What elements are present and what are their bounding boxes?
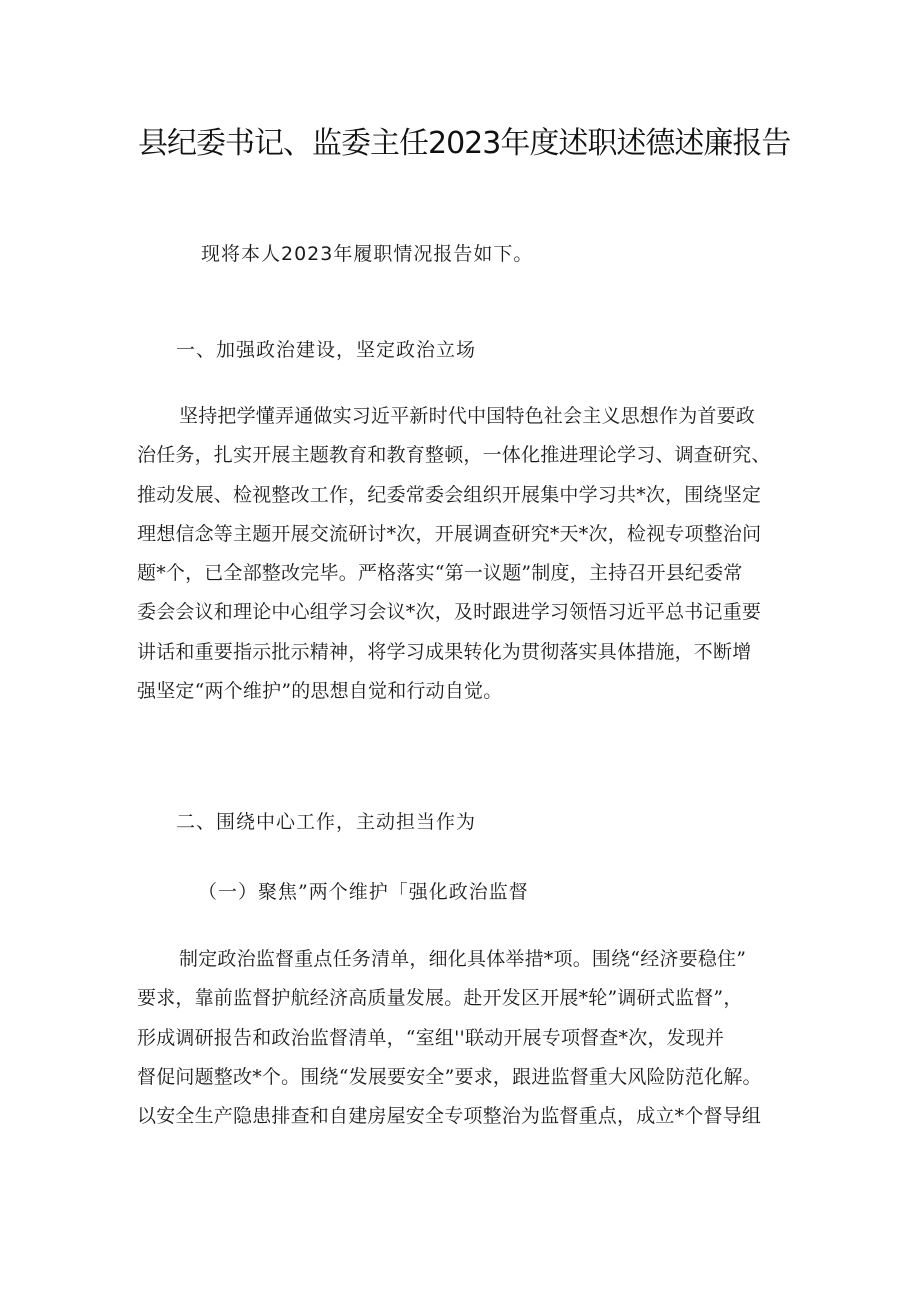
- section-2-paragraph: [137, 940, 793, 1136]
- paragraph-line: 督促问题整改*个。围绕“发展要安全”要求，跟进监督重大风险防范化解。: [137, 1065, 762, 1088]
- paragraph-line: 推动发展、检视整改工作，纪委常委会组织开展集中学习共*次，围绕坚定: [137, 483, 762, 506]
- section-1-heading: 一、加强政治建设，坚定政治立场: [176, 339, 477, 361]
- section-2-heading: 二、围绕中心工作，主动担当作为: [176, 811, 477, 833]
- paragraph-line: 要求，靠前监督护航经济高质量发展。赴开发区开展*轮”调研式监督”，: [137, 987, 743, 1010]
- paragraph-line: 讲话和重要指示批示精神，将学习成果转化为贯彻落实具体措施，不断增: [137, 640, 752, 663]
- paragraph-line: 理想信念等主题开展交流研讨*次，开展调查研究*天*次，检视专项整治问: [137, 522, 762, 545]
- section-2-subheading: （一）聚焦”两个维护「强化政治监督: [198, 881, 529, 903]
- document-title: 县纪委书记、监委主任2023年度述职述德述廉报告: [138, 126, 791, 161]
- paragraph-line: 强坚定“两个维护”的思想自觉和行动自觉。: [137, 679, 503, 702]
- intro-paragraph: 现将本人2023年履职情况报告如下。: [201, 243, 534, 265]
- paragraph-line: 制定政治监督重点任务清单，细化具体举措*项。围绕“经济要稳住”: [179, 948, 747, 970]
- paragraph-line: 治任务，扎实开展主题教育和教育整顿，一体化推进理论学习、调查研究、: [137, 444, 771, 467]
- paragraph-line: 委会会议和理论中心组学习会议*次，及时跟进学习领悟习近平总书记重要: [137, 601, 762, 624]
- paragraph-line: 形成调研报告和政治监督清单，“室组''联动开展专项督查*次，发现并: [137, 1026, 725, 1049]
- paragraph-line: 以安全生产隐患排查和自建房屋安全专项整治为监督重点，成立*个督导组: [137, 1105, 762, 1127]
- section-1-paragraph: [137, 397, 793, 711]
- paragraph-line: 坚持把学懂弄通做实习近平新时代中国特色社会主义思想作为首要政: [179, 405, 756, 427]
- paragraph-line: 题*个，已全部整改完毕。严格落实“第一议题”制度，主持召开县纪委常: [137, 562, 743, 584]
